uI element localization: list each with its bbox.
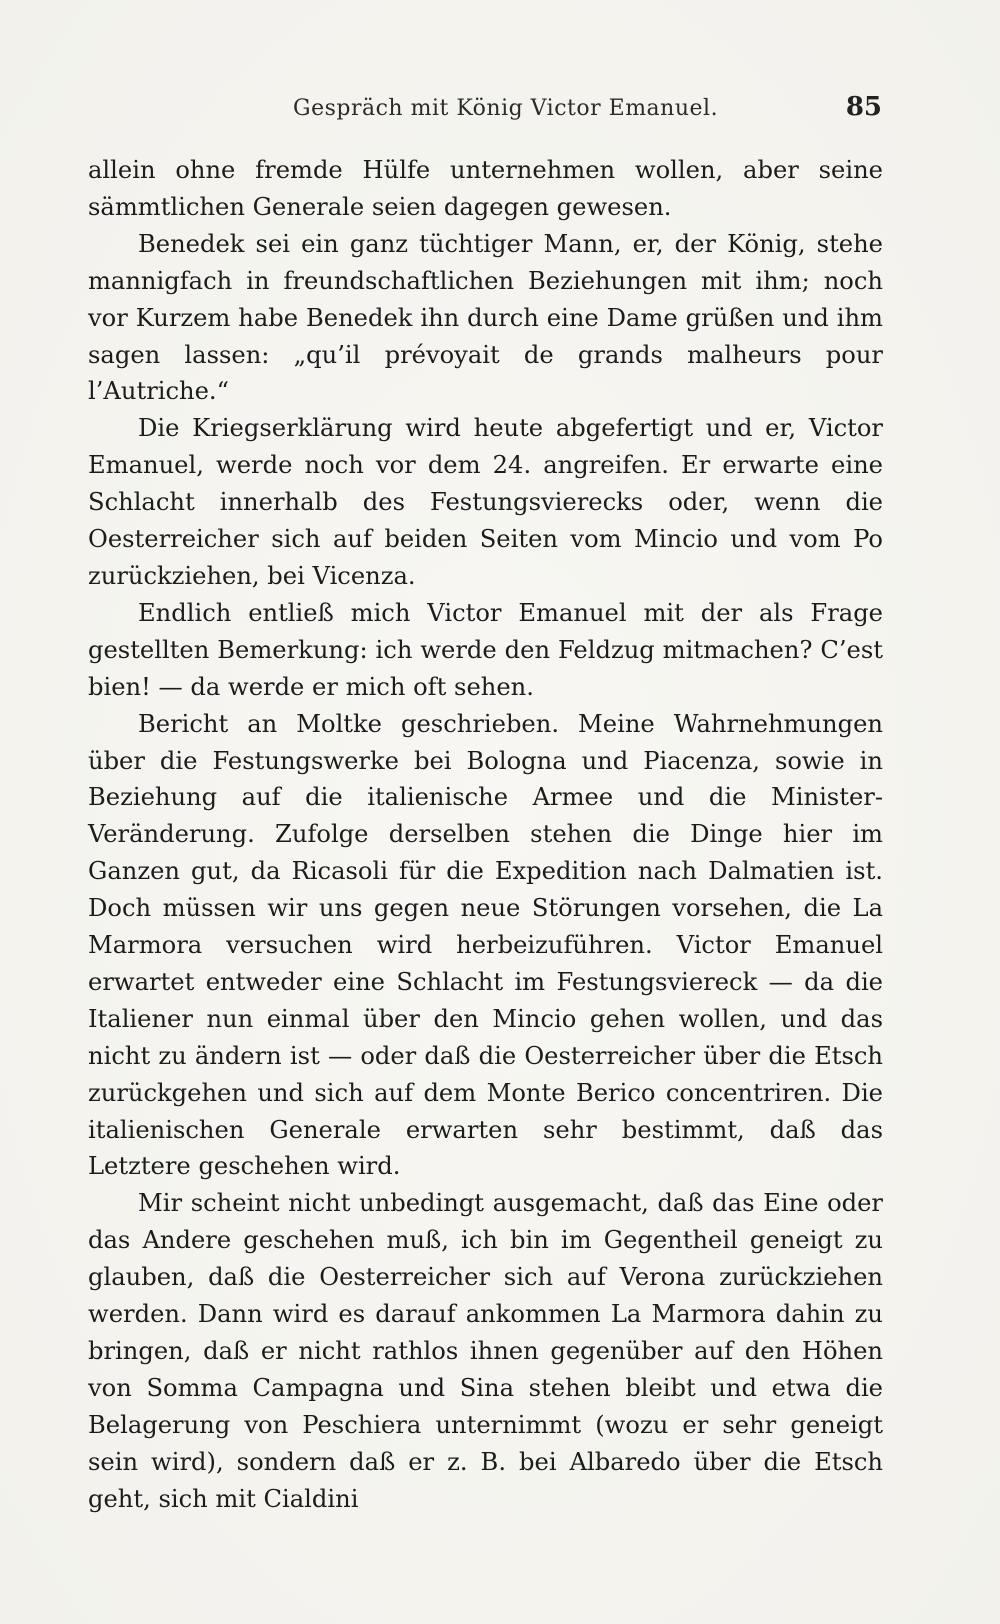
paragraph-1: allein ohne fremde Hülfe unternehmen wollen, aber seine sämmtlichen Generale seien dagegen gewesen. — [88, 156, 883, 221]
page-number: 85 — [845, 92, 882, 122]
running-title: Gespräch mit König Victor Emanuel. — [293, 96, 719, 121]
paragraph-4: Endlich entließ mich Victor Emanuel mit der als Frage gestellten Bemerkung: ich werde den Feldzug mitmachen? C’est bien! — da werde er mich oft sehen. — [88, 598, 883, 701]
page-header — [88, 92, 882, 132]
paragraph-3: Die Kriegserklärung wird heute abgefertigt und er, Victor Emanuel, werde noch vor dem 24. angreifen. Er erwarte eine Schlacht innerhalb des Festungsvierecks oder, wenn die Oesterreicher sich auf beiden Seiten vom Mincio und vom Po zurückziehen, bei Vicenza. — [88, 414, 883, 590]
paragraph-2: Benedek sei ein ganz tüchtiger Mann, er, der König, stehe mannigfach in freundschaftlichen Beziehungen mit ihm; noch vor Kurzem habe Benedek ihn durch eine Dame grüßen und ihm sagen lassen: „qu’il prévoyait de grands malheurs pour l’Autriche.“ — [88, 229, 883, 406]
paragraph-6: Mir scheint nicht unbedingt ausgemacht, daß das Eine oder das Andere geschehen muß, ich bin im Gegentheil geneigt zu glauben, daß die Oesterreicher sich auf Verona zurückziehen werden. Dann wird es darauf ankommen La Marmora dahin zu bringen, daß er nicht rathlos ihnen gegenüber auf den Höhen von Somma Campagna und Sina stehen bleibt und etwa die Belagerung von Peschiera unternimmt (wozu er sehr geneigt sein wird), sondern daß er z. B. bei Albaredo über die Etsch geht, sich mit Cialdini — [88, 1189, 883, 1513]
body-text — [88, 152, 883, 1518]
paragraph-5: Bericht an Moltke geschrieben. Meine Wahrnehmungen über die Festungswerke bei Bologna und Piacenza, sowie in Beziehung auf die italienische Armee und die Minister-Veränderung. Zufolge derselben stehen die Dinge hier im Ganzen gut, da Ricasoli für die Expedition nach Dalmatien ist. Doch müssen wir uns gegen neue Störungen vorsehen, die La Marmora versuchen wird herbeizuführen. Victor Emanuel erwartet entweder eine Schlacht im Festungsviereck — da die Italiener nun einmal über den Mincio gehen wollen, und das nicht zu ändern ist — oder daß die Oesterreicher über die Etsch zurückgehen und sich auf dem Monte Berico concentriren. Die italienischen Generale erwarten sehr bestimmt, daß das Letztere geschehen wird. — [88, 709, 883, 1181]
